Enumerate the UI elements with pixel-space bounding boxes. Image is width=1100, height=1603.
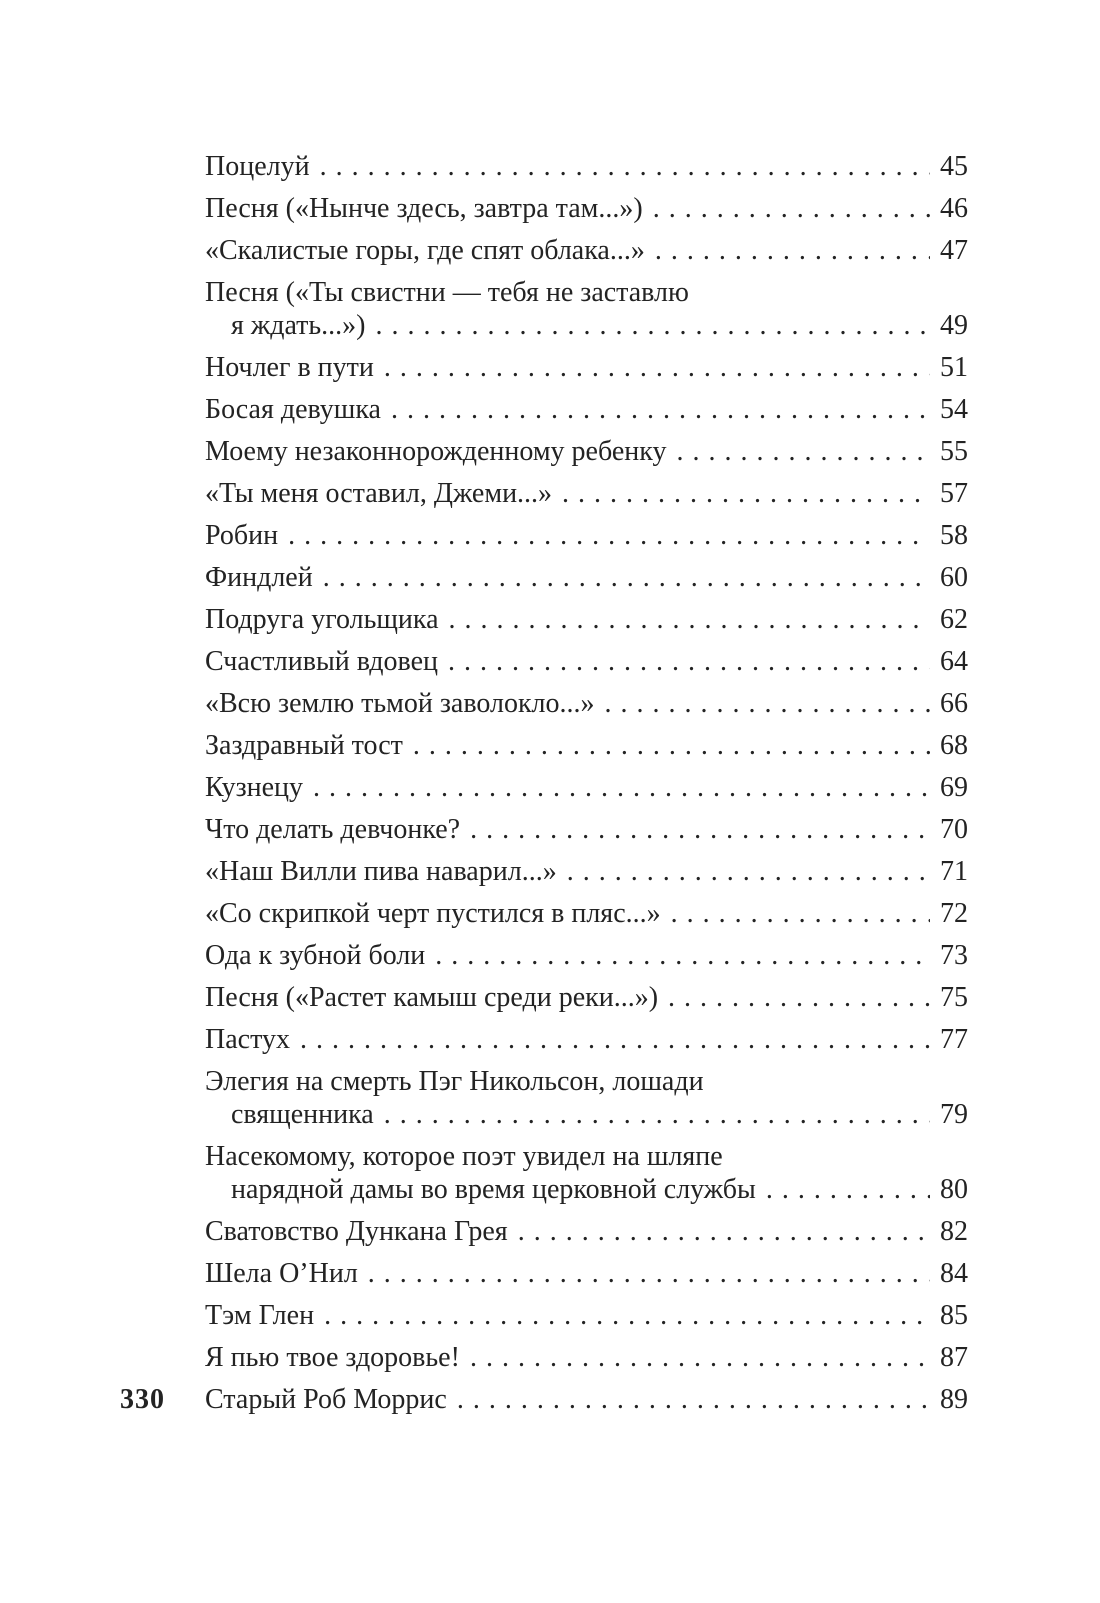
toc-entry [205,435,968,468]
toc-entry [205,729,968,762]
dot-leader [435,939,930,972]
toc-entry-page-number: 51 [940,352,968,383]
toc-entry-page-number: 73 [940,940,968,971]
toc-entry-row [205,687,968,720]
toc-entry-title: Шела О’Нил [205,1258,358,1289]
toc-entry-row [205,561,968,594]
toc-entry-title: Я пью твое здоровье! [205,1342,460,1373]
toc-entry [205,1299,968,1332]
toc-entry [205,645,968,678]
toc-entry-row [205,150,968,183]
toc-entry [205,1257,968,1290]
toc-entry [205,1065,968,1131]
dot-leader [376,309,930,342]
toc-entry [205,603,968,636]
toc-entry-page-number: 66 [940,688,968,719]
toc-entry-page-number: 46 [940,193,968,224]
toc-entry-row [205,1140,968,1173]
toc-entry-title: Ночлег в пути [205,352,374,383]
dot-leader [413,729,930,762]
toc-entry-page-number: 55 [940,436,968,467]
toc-entry-page-number: 47 [940,235,968,266]
toc-entry-title: Заздравный тост [205,730,403,761]
toc-entry-title: Ода к зубной боли [205,940,426,971]
toc-entry-title: Насекомому, которое поэт увидел на шляпе [205,1141,723,1172]
toc-entry-title: «Ты меня оставил, Джеми...» [205,478,553,509]
toc-entry-page-number: 89 [940,1384,968,1415]
toc-entry [205,981,968,1014]
toc-entry [205,813,968,846]
toc-entry-page-number: 58 [940,520,968,551]
toc-entry-title: «Скалистые горы, где спят облака...» [205,235,645,266]
toc-entry-page-number: 87 [940,1342,968,1373]
dot-leader [320,150,930,183]
toc-entry-page-number: 71 [940,856,968,887]
toc-entry-title: Пастух [205,1024,290,1055]
toc-entry [205,234,968,267]
toc-entry [205,477,968,510]
dot-leader [288,519,930,552]
dot-leader [391,393,930,426]
toc-entry-title: Финдлей [205,562,313,593]
toc-entry-page-number: 75 [940,982,968,1013]
dot-leader [655,234,930,267]
toc-entry-continuation-row [205,309,968,342]
toc-entry-row [205,477,968,510]
toc-entry-row [205,855,968,888]
toc-entry-page-number: 84 [940,1258,968,1289]
toc-entry [205,192,968,225]
toc-entry-row [205,981,968,1014]
toc-entry [205,939,968,972]
toc-entry [205,1341,968,1374]
dot-leader [470,1341,930,1374]
toc-entry-row [205,645,968,678]
toc-entry-page-number: 72 [940,898,968,929]
toc-entry-title: «Со скрипкой черт пустился в пляс...» [205,898,661,929]
toc-entry-title: Сватовство Дункана Грея [205,1216,508,1247]
toc-entry-row [205,1341,968,1374]
dot-leader [470,813,930,846]
toc-entry-page-number: 69 [940,772,968,803]
toc-entry [205,393,968,426]
toc-entry-row [205,1065,968,1098]
toc-entry-page-number: 45 [940,151,968,182]
toc-entry-row [205,603,968,636]
toc-entry-row [205,1383,968,1416]
toc-entry-title-line2: священника [231,1099,374,1130]
dot-leader [324,1299,930,1332]
toc-entry-title: Песня («Ты свистни — тебя не заставлю [205,277,689,308]
dot-leader [567,855,930,888]
toc-entry-row [205,939,968,972]
toc-entry [205,855,968,888]
dot-leader [449,603,930,636]
dot-leader [313,771,930,804]
toc-entry-row [205,1257,968,1290]
toc-entry-page-number: 62 [940,604,968,635]
toc-entry-page-number: 80 [940,1174,968,1205]
toc-entry-title: Поцелуй [205,151,310,182]
toc-entry-row [205,435,968,468]
toc-entry-row [205,234,968,267]
toc-entry-page-number: 77 [940,1024,968,1055]
toc-entry-row [205,519,968,552]
dot-leader [518,1215,930,1248]
toc-entry-continuation-row [205,1173,968,1206]
dot-leader [671,897,930,930]
toc-entry [205,276,968,342]
toc-entry [205,897,968,930]
toc-entry [205,687,968,720]
dot-leader [766,1173,930,1206]
toc-entry-title: Элегия на смерть Пэг Никольсон, лошади [205,1066,704,1097]
toc-entry-row [205,813,968,846]
dot-leader [457,1383,930,1416]
toc-entry-row [205,1215,968,1248]
toc-entry-row [205,192,968,225]
toc-entry-continuation-row [205,1098,968,1131]
toc-entry-page-number: 57 [940,478,968,509]
dot-leader [384,351,930,384]
toc-entry-title-line2: я ждать...») [231,310,366,341]
dot-leader [300,1023,930,1056]
dot-leader [448,645,930,678]
toc-entry-row [205,1299,968,1332]
folio-page-number: 330 [120,1384,165,1415]
toc-entry-page-number: 70 [940,814,968,845]
toc-entry-row [205,1023,968,1056]
toc-entry-title: Тэм Глен [205,1300,315,1331]
dot-leader [323,561,930,594]
toc-entry-title: Робин [205,520,279,551]
toc-entry-title: «Наш Вилли пива наварил...» [205,856,557,887]
toc-entry-page-number: 82 [940,1216,968,1247]
dot-leader [605,687,930,720]
toc-entry-page-number: 68 [940,730,968,761]
toc-entry [205,561,968,594]
toc-entry-title: Песня («Растет камыш среди реки...») [205,982,659,1013]
toc-entry-page-number: 49 [940,310,968,341]
toc-entry-row [205,351,968,384]
toc-entry [205,771,968,804]
toc-entry-title-line2: нарядной дамы во время церковной службы [231,1174,756,1205]
toc-entry-title: «Всю землю тьмой заволокло...» [205,688,595,719]
dot-leader [562,477,930,510]
toc-entry-row [205,276,968,309]
toc-entry [205,1215,968,1248]
toc-entry-row [205,771,968,804]
toc-entry-title: Что делать девчонке? [205,814,461,845]
toc-entry [205,1023,968,1056]
toc-entry-page-number: 54 [940,394,968,425]
toc-entry-page-number: 79 [940,1099,968,1130]
toc-entry [205,1383,968,1416]
toc-entry-page-number: 64 [940,646,968,677]
dot-leader [676,435,930,468]
table-of-contents [205,150,968,1425]
toc-entry-title: Босая девушка [205,394,381,425]
toc-entry-page-number: 85 [940,1300,968,1331]
toc-entry-title: Кузнецу [205,772,304,803]
toc-entry-page-number: 60 [940,562,968,593]
dot-leader [384,1098,930,1131]
toc-entry [205,1140,968,1206]
toc-entry [205,351,968,384]
toc-entry [205,150,968,183]
dot-leader [653,192,930,225]
toc-entry [205,519,968,552]
dot-leader [668,981,930,1014]
toc-entry-title: Песня («Нынче здесь, завтра там...») [205,193,643,224]
toc-entry-title: Моему незаконнорожденному ребенку [205,436,667,467]
toc-entry-row [205,729,968,762]
toc-entry-title: Подруга угольщика [205,604,439,635]
toc-entry-row [205,393,968,426]
toc-entry-row [205,897,968,930]
toc-entry-title: Старый Роб Моррис [205,1384,447,1415]
toc-entry-title: Счастливый вдовец [205,646,438,677]
dot-leader [368,1257,930,1290]
